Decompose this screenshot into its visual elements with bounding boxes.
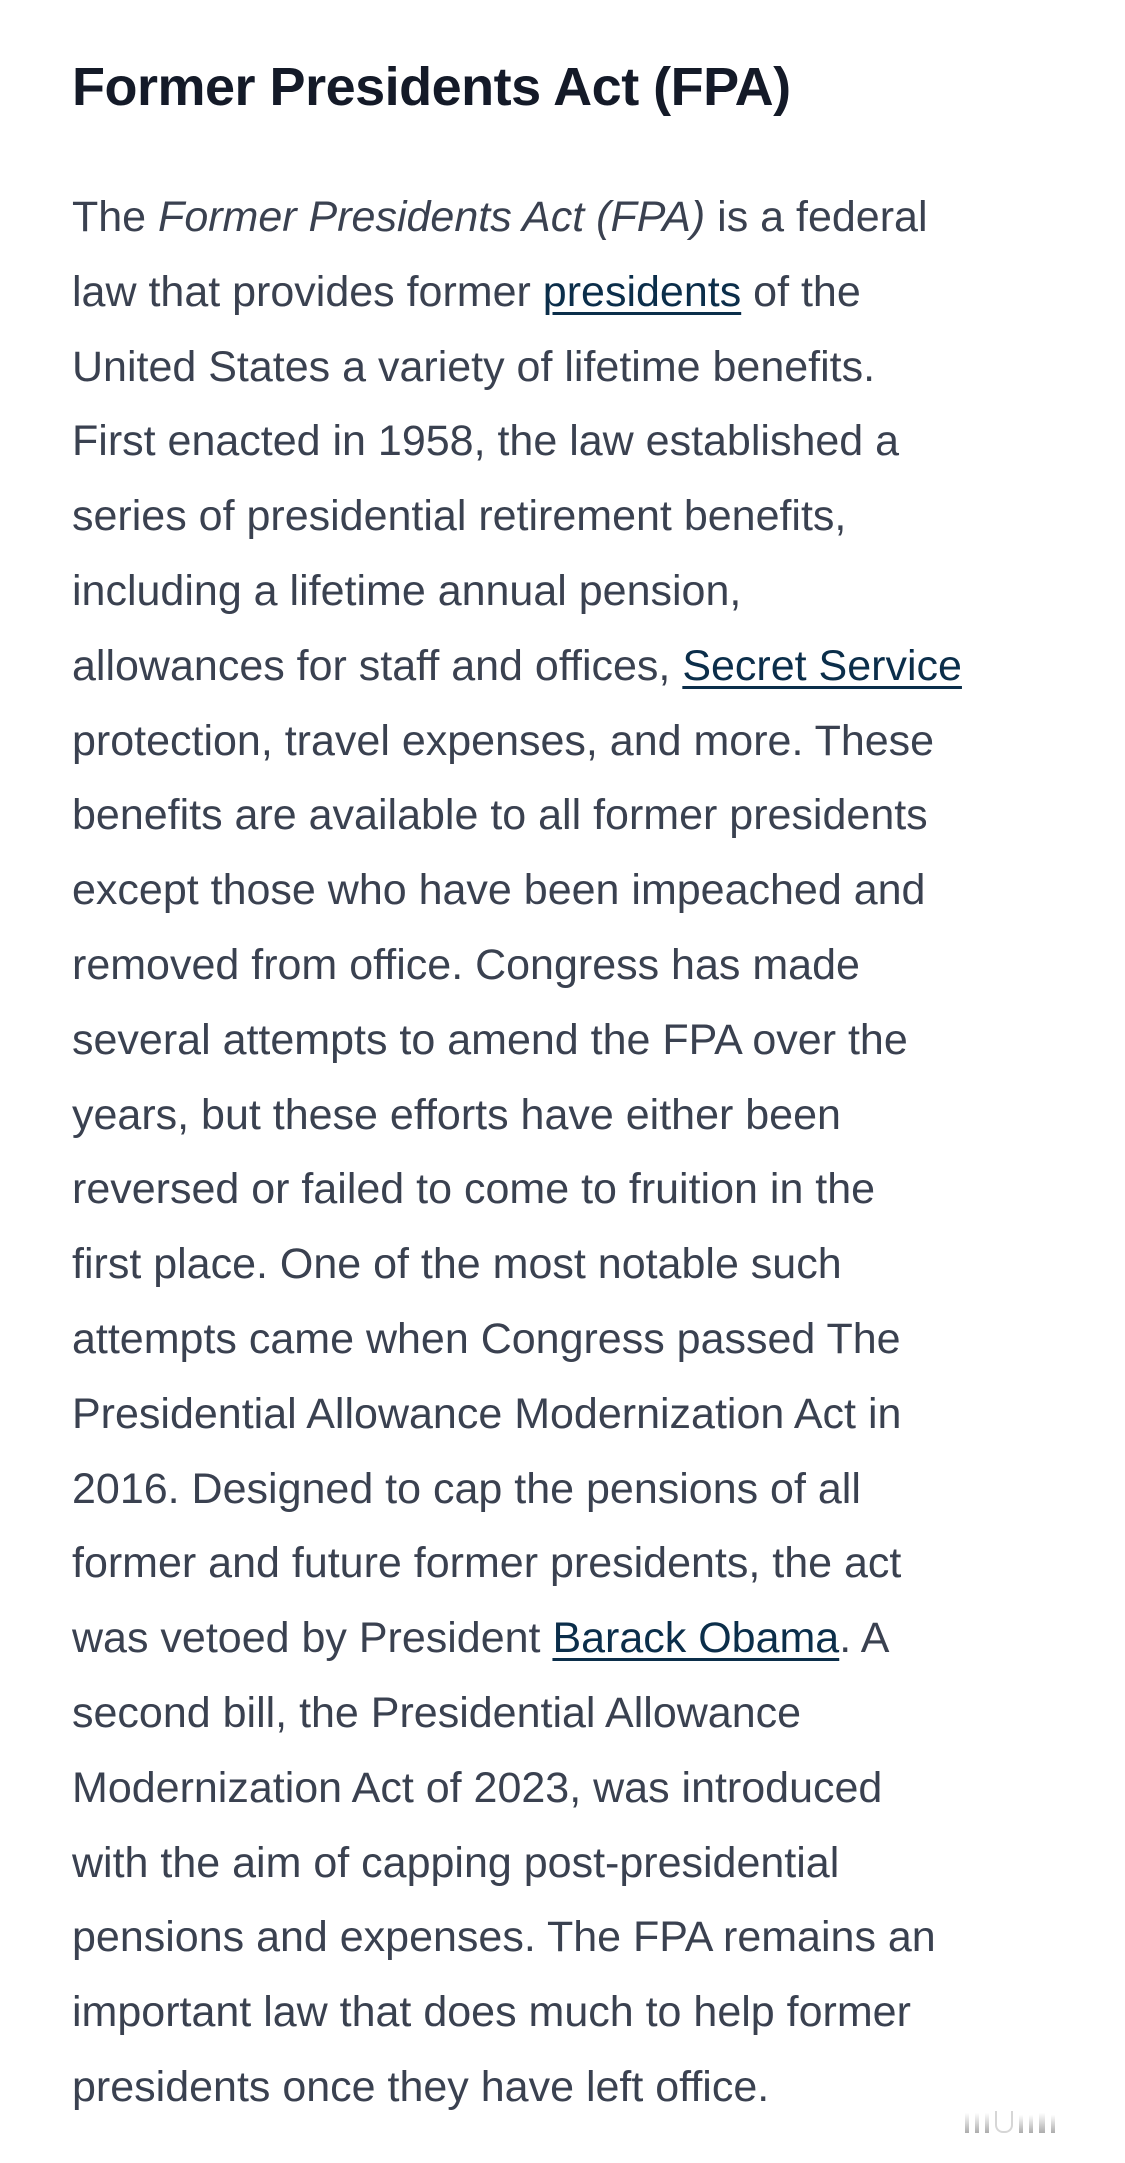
text-segment: is a federal — [705, 193, 928, 241]
text-line: First enacted in 1958, the law established a — [72, 417, 900, 466]
text-line: including a lifetime annual pension, — [72, 566, 742, 615]
barack-obama-link[interactable]: Barack Obama — [552, 1614, 840, 1663]
text-segment: of the — [741, 267, 861, 316]
text-line: pensions and expenses. The FPA remains an — [72, 1913, 936, 1962]
text-line: Presidential Allowance Modernization Act in — [72, 1389, 902, 1438]
text-line: second bill, the Presidential Allowance — [72, 1688, 802, 1737]
text-segment: allowances for staff and offices, — [72, 641, 683, 690]
text-line: with the aim of capping post-presidential — [72, 1838, 840, 1887]
text-line — [72, 629, 1082, 704]
text-line — [72, 180, 1082, 255]
text-line: benefits are available to all former presidents — [72, 791, 928, 840]
text-line: Modernization Act of 2023, was introduced — [72, 1763, 883, 1812]
watermark-icon — [965, 2109, 1095, 2133]
article-body — [72, 180, 1082, 2125]
text-segment: was vetoed by President — [72, 1614, 553, 1663]
text-segment: The — [72, 193, 159, 241]
text-line: removed from office. Congress has made — [72, 940, 860, 989]
text-segment: law that provides former — [72, 267, 543, 316]
presidents-link[interactable]: presidents — [542, 267, 742, 316]
text-line: protection, travel expenses, and more. These — [72, 716, 935, 765]
text-line: except those who have been impeached and — [72, 866, 926, 915]
text-line: important law that does much to help former — [72, 1988, 911, 2037]
text-line: former and future former presidents, the act — [72, 1539, 902, 1588]
text-line: years, but these efforts have either been — [72, 1090, 841, 1139]
text-line: reversed or failed to come to fruition in the — [72, 1165, 876, 1214]
text-line: presidents once they have left office. — [72, 2062, 770, 2111]
text-segment: . A — [839, 1614, 890, 1663]
text-line — [72, 255, 1082, 330]
text-line: series of presidential retirement benefits, — [72, 492, 847, 541]
page-title: Former Presidents Act (FPA) — [72, 57, 791, 117]
secret-service-link[interactable]: Secret Service — [682, 641, 962, 690]
text-line: attempts came when Congress passed The — [72, 1314, 901, 1363]
text-line: 2016. Designed to cap the pensions of all — [72, 1464, 861, 1513]
text-line: several attempts to amend the FPA over the — [72, 1015, 908, 1064]
text-line: United States a variety of lifetime benefits. — [72, 342, 876, 391]
italic-act-name: Former Presidents Act (FPA) — [158, 193, 706, 241]
text-line — [72, 1601, 1082, 1676]
text-line: first place. One of the most notable such — [72, 1240, 842, 1289]
